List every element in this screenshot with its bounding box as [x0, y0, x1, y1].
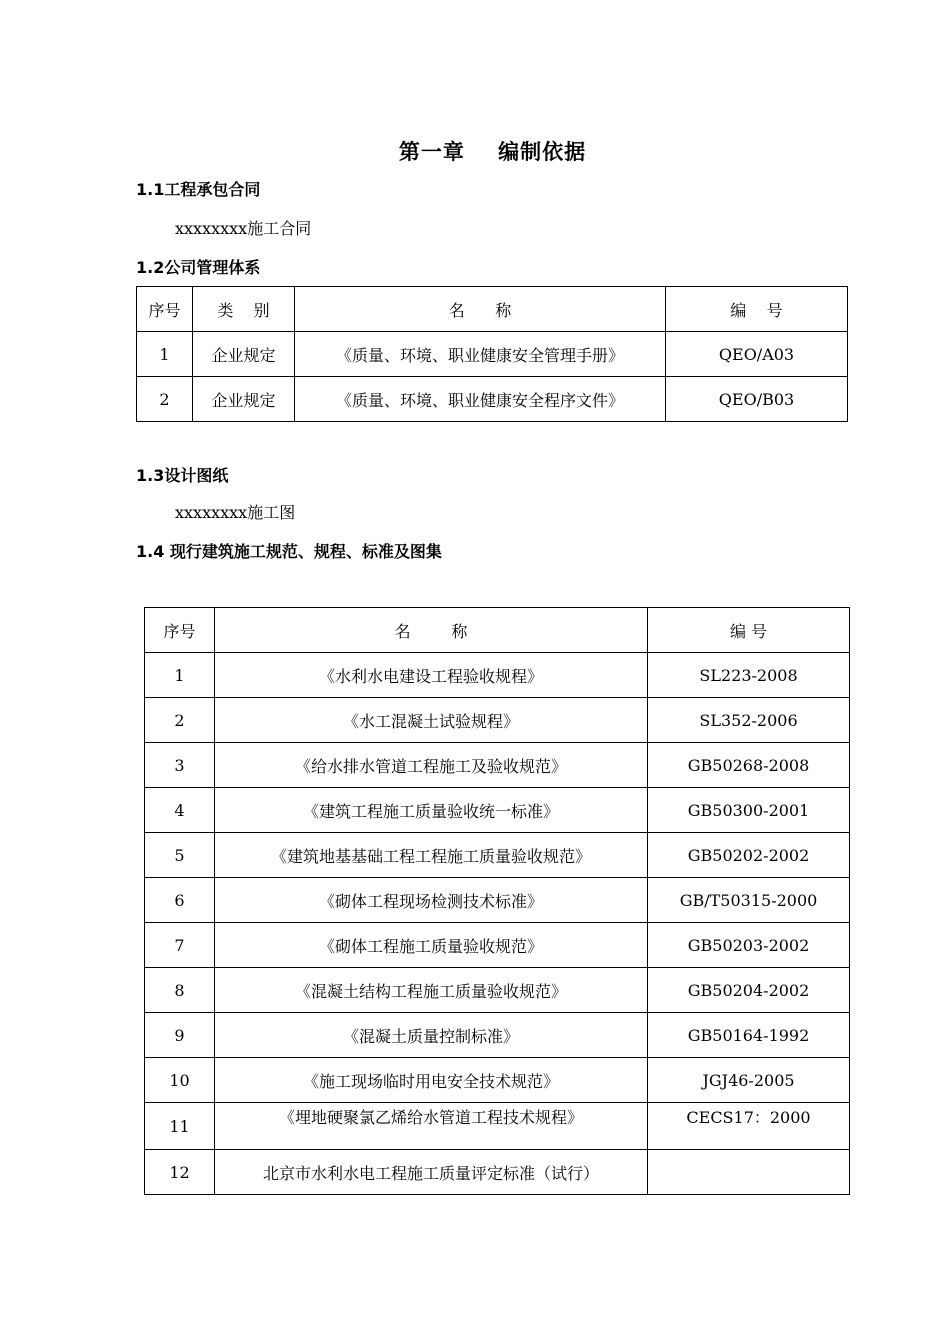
name-cell: 《砌体工程施工质量验收规范》	[215, 923, 648, 968]
name-cell: 《施工现场临时用电安全技术规范》	[215, 1058, 648, 1103]
table-row	[145, 833, 850, 878]
category-cell: 企业规定	[193, 332, 295, 377]
name-cell: 《质量、环境、职业健康安全程序文件》	[295, 377, 666, 422]
code-cell: GB50268-2008	[648, 743, 850, 788]
header-cell: 类 别	[193, 287, 295, 332]
table-row	[145, 968, 850, 1013]
name-cell: 《混凝土质量控制标准》	[215, 1013, 648, 1058]
row-index: 9	[145, 1013, 215, 1058]
management-system-table	[136, 286, 848, 422]
name-cell: 《质量、环境、职业健康安全管理手册》	[295, 332, 666, 377]
row-index: 4	[145, 788, 215, 833]
code-cell: GB50203-2002	[648, 923, 850, 968]
code-cell: GB50202-2002	[648, 833, 850, 878]
table-row	[145, 653, 850, 698]
code-cell: GB50164-1992	[648, 1013, 850, 1058]
row-index: 7	[145, 923, 215, 968]
section-heading-1-1: 1.1工程承包合同	[136, 180, 261, 199]
row-index: 5	[145, 833, 215, 878]
table-row	[145, 743, 850, 788]
chapter-title: 第一章 编制依据	[398, 140, 587, 164]
table-row	[145, 1013, 850, 1058]
row-index: 1	[137, 332, 193, 377]
name-cell: 《水利水电建设工程验收规程》	[215, 653, 648, 698]
table-row	[145, 1103, 850, 1150]
section-heading-1-4: 1.4 现行建筑施工规范、规程、标准及图集	[136, 542, 442, 561]
code-cell: JGJ46-2005	[648, 1058, 850, 1103]
name-cell: 《建筑工程施工质量验收统一标准》	[215, 788, 648, 833]
table-row	[145, 1150, 850, 1195]
row-index: 10	[145, 1058, 215, 1103]
table-row	[145, 923, 850, 968]
table-row	[137, 377, 848, 422]
header-cell: 名 称	[215, 608, 648, 653]
name-cell: 《给水排水管道工程施工及验收规范》	[215, 743, 648, 788]
table-row	[145, 788, 850, 833]
name-cell: 《混凝土结构工程施工质量验收规范》	[215, 968, 648, 1013]
table-header-row	[137, 287, 848, 332]
code-cell	[648, 1150, 850, 1195]
code-cell: QEO/B03	[666, 377, 848, 422]
code-cell: QEO/A03	[666, 332, 848, 377]
table-row	[145, 878, 850, 923]
table-header-row	[145, 608, 850, 653]
row-index: 6	[145, 878, 215, 923]
category-cell: 企业规定	[193, 377, 295, 422]
row-index: 1	[145, 653, 215, 698]
section-heading-1-3: 1.3设计图纸	[136, 466, 229, 485]
table-row	[145, 1058, 850, 1103]
name-cell: 《埋地硬聚氯乙烯给水管道工程技术规程》	[215, 1103, 648, 1150]
table-row	[137, 332, 848, 377]
row-index: 8	[145, 968, 215, 1013]
section-text-1-1: xxxxxxxx施工合同	[175, 219, 312, 238]
header-cell: 序号	[145, 608, 215, 653]
code-cell: GB/T50315-2000	[648, 878, 850, 923]
row-index: 3	[145, 743, 215, 788]
name-cell: 北京市水利水电工程施工质量评定标准（试行）	[215, 1150, 648, 1195]
section-heading-1-2: 1.2公司管理体系	[136, 258, 261, 277]
header-cell: 序号	[137, 287, 193, 332]
row-index: 2	[145, 698, 215, 743]
standards-table	[144, 607, 850, 1195]
section-text-1-3: xxxxxxxx施工图	[175, 503, 296, 522]
row-index: 11	[145, 1103, 215, 1150]
header-cell: 编 号	[648, 608, 850, 653]
header-cell: 名 称	[295, 287, 666, 332]
row-index: 2	[137, 377, 193, 422]
name-cell: 《砌体工程现场检测技术标准》	[215, 878, 648, 923]
code-cell: GB50300-2001	[648, 788, 850, 833]
row-index: 12	[145, 1150, 215, 1195]
code-cell: SL223-2008	[648, 653, 850, 698]
table-row	[145, 698, 850, 743]
code-cell: GB50204-2002	[648, 968, 850, 1013]
name-cell: 《水工混凝土试验规程》	[215, 698, 648, 743]
code-cell: CECS17：2000	[648, 1103, 850, 1150]
header-cell: 编 号	[666, 287, 848, 332]
code-cell: SL352-2006	[648, 698, 850, 743]
name-cell: 《建筑地基基础工程工程施工质量验收规范》	[215, 833, 648, 878]
